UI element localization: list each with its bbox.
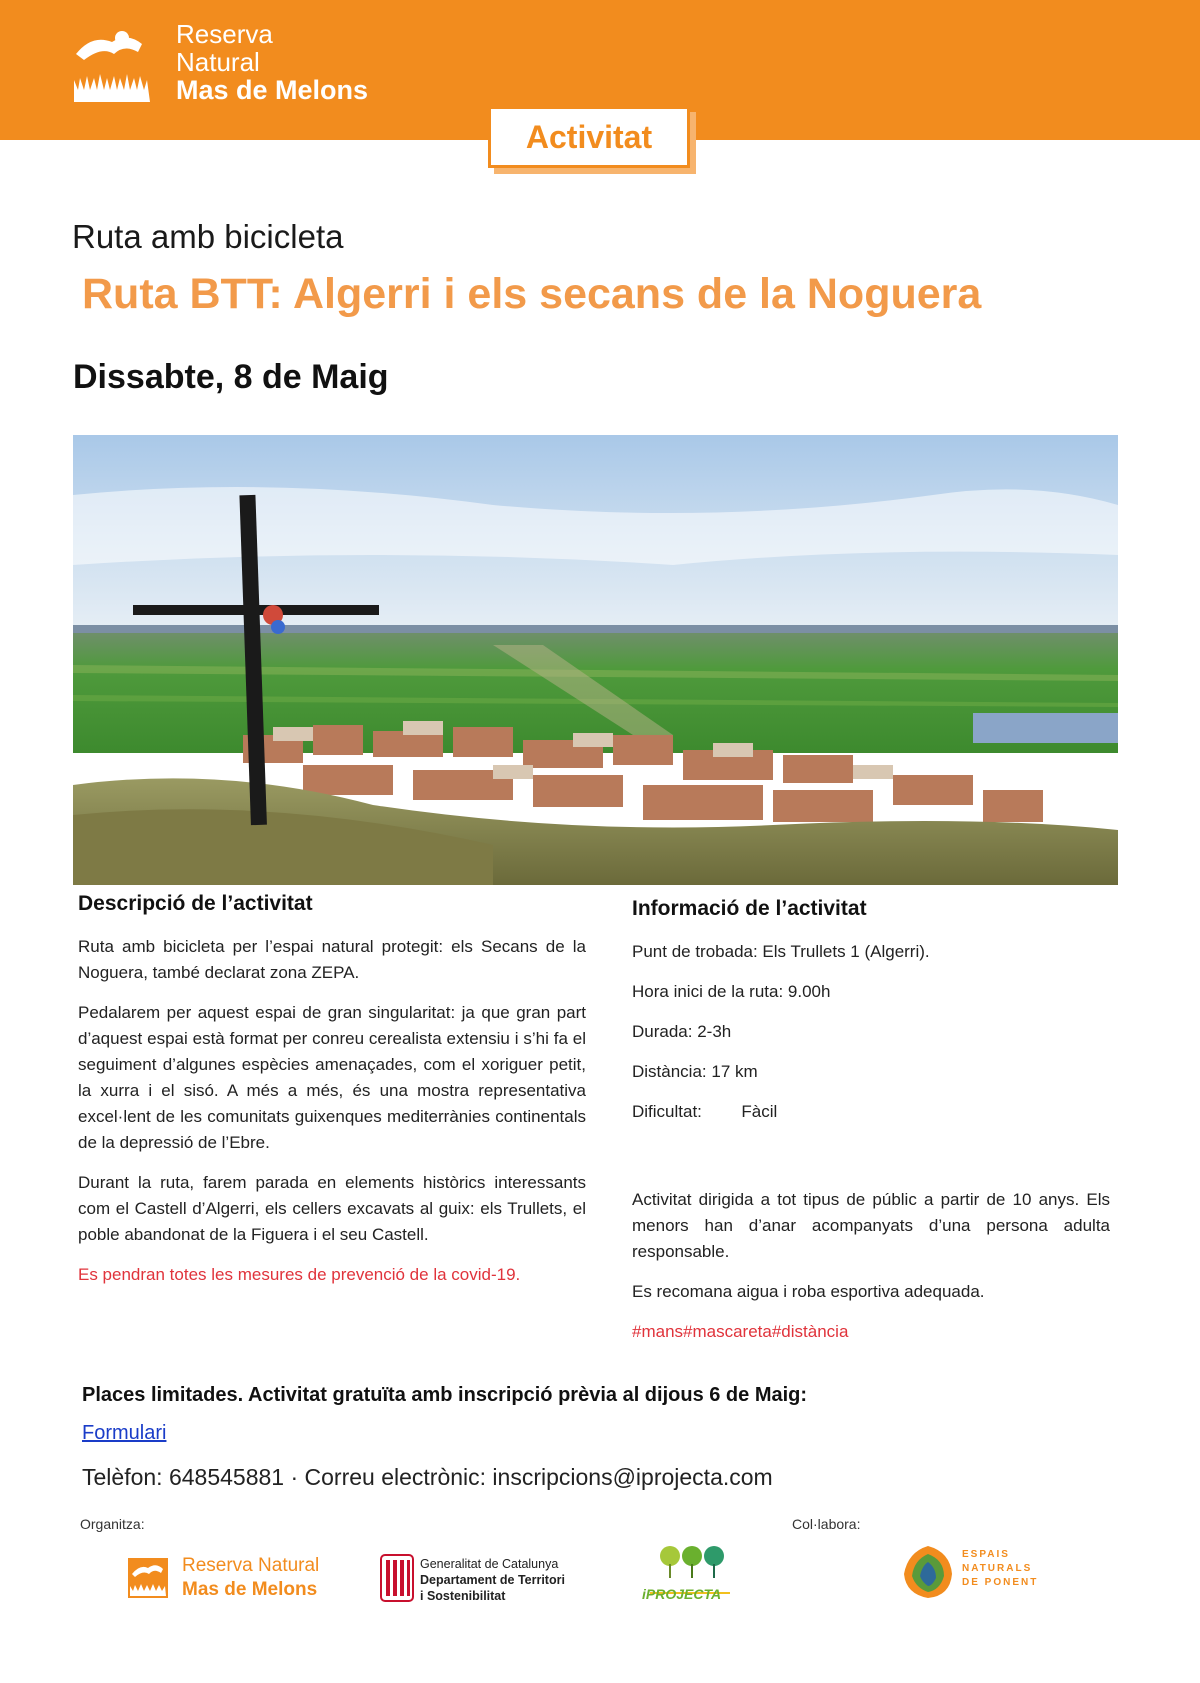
rn-logo-line-2: Mas de Melons — [182, 1579, 318, 1600]
duration: Durada: 2-3h — [632, 1022, 732, 1041]
difficulty-value: Fàcil — [741, 1102, 778, 1121]
generalitat-emblem-icon — [380, 1554, 414, 1602]
landscape-photo — [73, 435, 1118, 885]
espais-naturals-leaf-icon — [900, 1544, 956, 1600]
registration-notice: Places limitades. Activitat gratuïta amb inscripció prèvia al dijous 6 de Maig: — [82, 1384, 808, 1406]
description-heading: Descripció de l’activitat — [78, 892, 313, 915]
logo-line-1: Reserva — [176, 19, 273, 49]
iprojecta-logo-text: iPROJECTA — [642, 1586, 722, 1602]
gen-line-1: Generalitat de Catalunya — [420, 1557, 559, 1571]
difficulty — [632, 1099, 1110, 1125]
logo-line-2: Natural — [176, 47, 260, 77]
gen-line-3: i Sostenibilitat — [420, 1589, 506, 1603]
info-heading: Informació de l’activitat — [632, 897, 867, 920]
enp-line-3: DE PONENT — [962, 1577, 1039, 1588]
espais-naturals-logo-text — [962, 1548, 1038, 1590]
event-subtitle: Ruta amb bicicleta — [72, 218, 344, 255]
recommendation: Es recomana aigua i roba esportiva adequada. — [632, 1282, 985, 1301]
hashtags: #mans#mascareta#distància — [632, 1322, 849, 1341]
start-time: Hora inici de la ruta: 9.00h — [632, 982, 831, 1001]
collabora-label: Col·labora: — [792, 1516, 861, 1532]
description-paragraph-1: Ruta amb bicicleta per l’espai natural protegit: els Secans de la Noguera, també declarat zona ZEPA. — [78, 937, 586, 982]
description-paragraph-3: Durant la ruta, farem parada en elements històrics interessants com el Castell d’Algerri, els cellers excavats al guix: els Trullets, el poble abandonat de la Figuera i el seu Castell. — [78, 1173, 586, 1244]
description-column — [78, 892, 586, 1302]
reserve-footer-logo-text — [182, 1554, 319, 1602]
reserve-logo-icon — [72, 24, 152, 104]
description-paragraph-2: Pedalarem per aquest espai de gran singularitat: ja que gran part d’aquest espai està format per conreu cerealista extensiu i s’hi fa el seguiment d’algunes espècies amenaçades, com el xoriguer petit, la xurra i el sisó. A més a més, és una mostra representativa excel·lent de les comunitats guixenques mediterrànies continentals de la depressió de l’Ebre. — [78, 1003, 586, 1152]
audience-note: Activitat dirigida a tot tipus de públic a partir de 10 anys. Els menors han d’anar acompanyats d’una persona adulta responsable. — [632, 1190, 1110, 1261]
activitat-badge-label: Activitat — [525, 118, 653, 155]
form-link[interactable]: Formulari — [82, 1422, 167, 1444]
generalitat-logo-text — [420, 1556, 565, 1604]
meeting-point: Punt de trobada: Els Trullets 1 (Algerri). — [632, 942, 930, 961]
contact-line: Telèfon: 648545881 · Correu electrònic: inscripcions@iprojecta.com — [82, 1464, 773, 1490]
event-title: Ruta BTT: Algerri i els secans de la Noguera — [82, 270, 982, 318]
activitat-badge — [488, 106, 690, 168]
info-column — [632, 897, 1110, 1359]
difficulty-label: Dificultat: — [632, 1102, 702, 1121]
enp-line-1: ESPAIS — [962, 1549, 1010, 1560]
reserve-logo-text — [176, 20, 368, 104]
rn-logo-line-1: Reserva Natural — [182, 1555, 320, 1576]
reserve-small-logo-icon — [128, 1558, 168, 1598]
gen-line-2: Departament de Territori — [420, 1573, 565, 1587]
enp-line-2: NATURALS — [962, 1563, 1033, 1574]
covid-note: Es pendran totes les mesures de prevenció de la covid-19. — [78, 1265, 521, 1284]
distance: Distància: 17 km — [632, 1062, 758, 1081]
organitza-label: Organitza: — [80, 1516, 145, 1532]
event-date: Dissabte, 8 de Maig — [73, 358, 389, 396]
logo-line-3: Mas de Melons — [176, 75, 369, 105]
